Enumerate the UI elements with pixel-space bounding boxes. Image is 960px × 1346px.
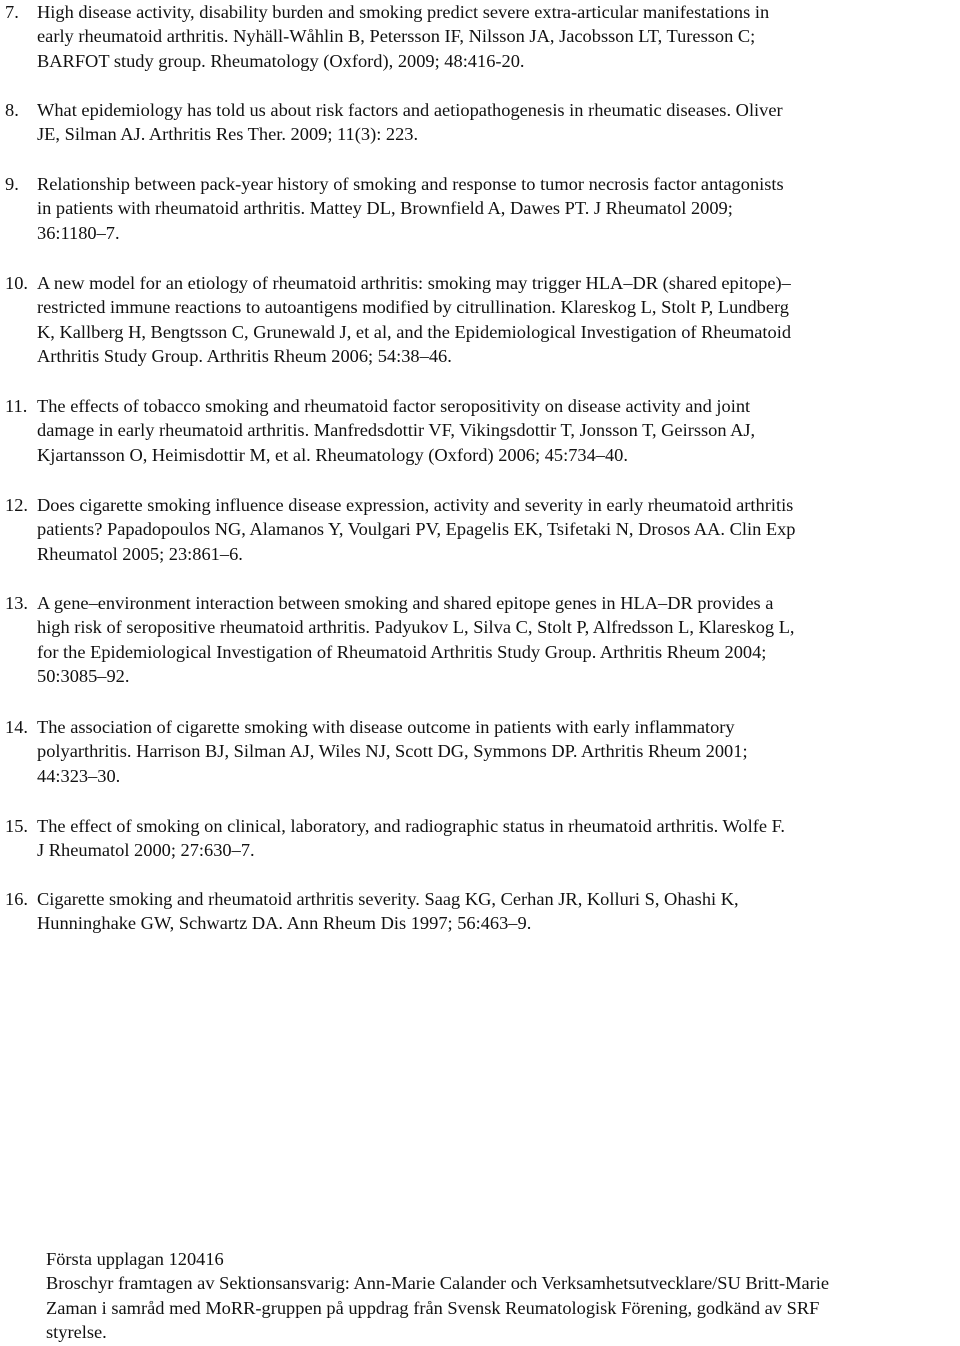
reference-line: BARFOT study group. Rheumatology (Oxford), 2009; 48:416-20. [37, 50, 525, 71]
reference-text [37, 814, 920, 863]
reference-item [5, 172, 920, 245]
reference-number: 8. [5, 100, 19, 120]
reference-number: 9. [5, 174, 19, 194]
reference-number: 13. [5, 593, 28, 613]
reference-item [5, 394, 920, 467]
reference-line: Kjartansson O, Heimisdottir M, et al. Rheumatology (Oxford) 2006; 45:734–40. [37, 444, 628, 465]
reference-number: 11. [5, 396, 28, 416]
reference-text [37, 715, 920, 788]
reference-item [5, 591, 920, 689]
reference-item [5, 715, 920, 788]
reference-line: K, Kallberg H, Bengtsson C, Grunewald J, et al, and the Epidemiological Investigation of Rheumatoid [37, 321, 792, 342]
reference-number: 16. [5, 889, 28, 909]
reference-line: Rheumatol 2005; 23:861–6. [37, 543, 243, 564]
reference-line: J Rheumatol 2000; 27:630–7. [37, 840, 255, 861]
colophon-edition: Första upplagan 120416 [46, 1249, 224, 1269]
reference-line: What epidemiology has told us about risk factors and aetiopathogenesis in rheumatic diseases. Oliver [37, 100, 783, 120]
reference-text [37, 172, 920, 245]
reference-line: for the Epidemiological Investigation of Rheumatoid Arthritis Study Group. Arthritis Rheum 2004; [37, 641, 767, 662]
reference-line: 36:1180–7. [37, 222, 120, 243]
reference-line: restricted immune reactions to autoantigens modified by citrullination. Klareskog L, Stolt P, Lundberg [37, 297, 789, 318]
reference-number: 10. [5, 273, 28, 293]
reference-line: The association of cigarette smoking with disease outcome in patients with early inflammatory [37, 717, 735, 737]
reference-text [37, 0, 920, 73]
reference-number: 12. [5, 495, 28, 515]
reference-line: Cigarette smoking and rheumatoid arthritis severity. Saag KG, Cerhan JR, Kolluri S, Ohashi K, [37, 889, 739, 909]
reference-item [5, 493, 920, 566]
reference-line: Arthritis Study Group. Arthritis Rheum 2006; 54:38–46. [37, 346, 452, 367]
reference-item [5, 887, 920, 936]
reference-item [5, 0, 920, 73]
reference-line: damage in early rheumatoid arthritis. Manfredsdottir VF, Vikingsdottir T, Jonsson T, Geirsson AJ, [37, 420, 756, 441]
reference-line: Hunninghake GW, Schwartz DA. Ann Rheum Dis 1997; 56:463–9. [37, 913, 532, 934]
reference-line: JE, Silman AJ. Arthritis Res Ther. 2009; 11(3): 223. [37, 124, 419, 145]
reference-item [5, 271, 920, 369]
reference-line: The effects of tobacco smoking and rheumatoid factor seropositivity on disease activity and joint [37, 396, 751, 416]
colophon-credit-line: Broschyr framtagen av Sektionsansvarig: Ann-Marie Calander och Verksamhetsutvecklare/SU Britt-Marie [46, 1273, 830, 1294]
reference-number: 15. [5, 816, 28, 836]
reference-line: High disease activity, disability burden and smoking predict severe extra-articular manifestations in [37, 2, 770, 22]
reference-line: The effect of smoking on clinical, laboratory, and radiographic status in rheumatoid arthritis. Wolfe F. [37, 816, 785, 836]
reference-line: patients? Papadopoulos NG, Alamanos Y, Voulgari PV, Epagelis EK, Tsifetaki N, Drosos AA. Clin Exp [37, 519, 796, 540]
reference-item [5, 814, 920, 863]
reference-text [37, 394, 920, 467]
reference-line: Does cigarette smoking influence disease expression, activity and severity in early rheumatoid arthritis [37, 495, 794, 515]
reference-line: high risk of seropositive rheumatoid arthritis. Padyukov L, Silva C, Stolt P, Alfredsson L, Klareskog L, [37, 617, 795, 638]
reference-item [5, 98, 920, 147]
reference-text [37, 591, 920, 689]
colophon [46, 1247, 960, 1345]
reference-line: 50:3085–92. [37, 666, 130, 687]
reference-text [37, 887, 920, 936]
reference-text [37, 98, 920, 147]
reference-text [37, 271, 920, 369]
colophon-credit-line: Zaman i samråd med MoRR-gruppen på uppdrag från Svensk Reumatologisk Förening, godkänd av SRF [46, 1297, 820, 1318]
reference-line: polyarthritis. Harrison BJ, Silman AJ, Wiles NJ, Scott DG, Symmons DP. Arthritis Rheum 2001; [37, 741, 748, 762]
reference-line: early rheumatoid arthritis. Nyhäll-Wåhlin B, Petersson IF, Nilsson JA, Jacobsson LT, Turesson C; [37, 26, 756, 47]
colophon-credit-line: styrelse. [46, 1322, 107, 1343]
reference-line: in patients with rheumatoid arthritis. Mattey DL, Brownfield A, Dawes PT. J Rheumatol 2009; [37, 198, 733, 219]
reference-text [37, 493, 920, 566]
reference-number: 7. [5, 2, 19, 22]
reference-line: A new model for an etiology of rheumatoid arthritis: smoking may trigger HLA–DR (shared epitope)– [37, 273, 791, 293]
reference-line: Relationship between pack-year history of smoking and response to tumor necrosis factor antagonists [37, 174, 784, 194]
reference-number: 14. [5, 717, 28, 737]
reference-line: A gene–environment interaction between smoking and shared epitope genes in HLA–DR provides a [37, 593, 774, 613]
reference-line: 44:323–30. [37, 765, 121, 786]
